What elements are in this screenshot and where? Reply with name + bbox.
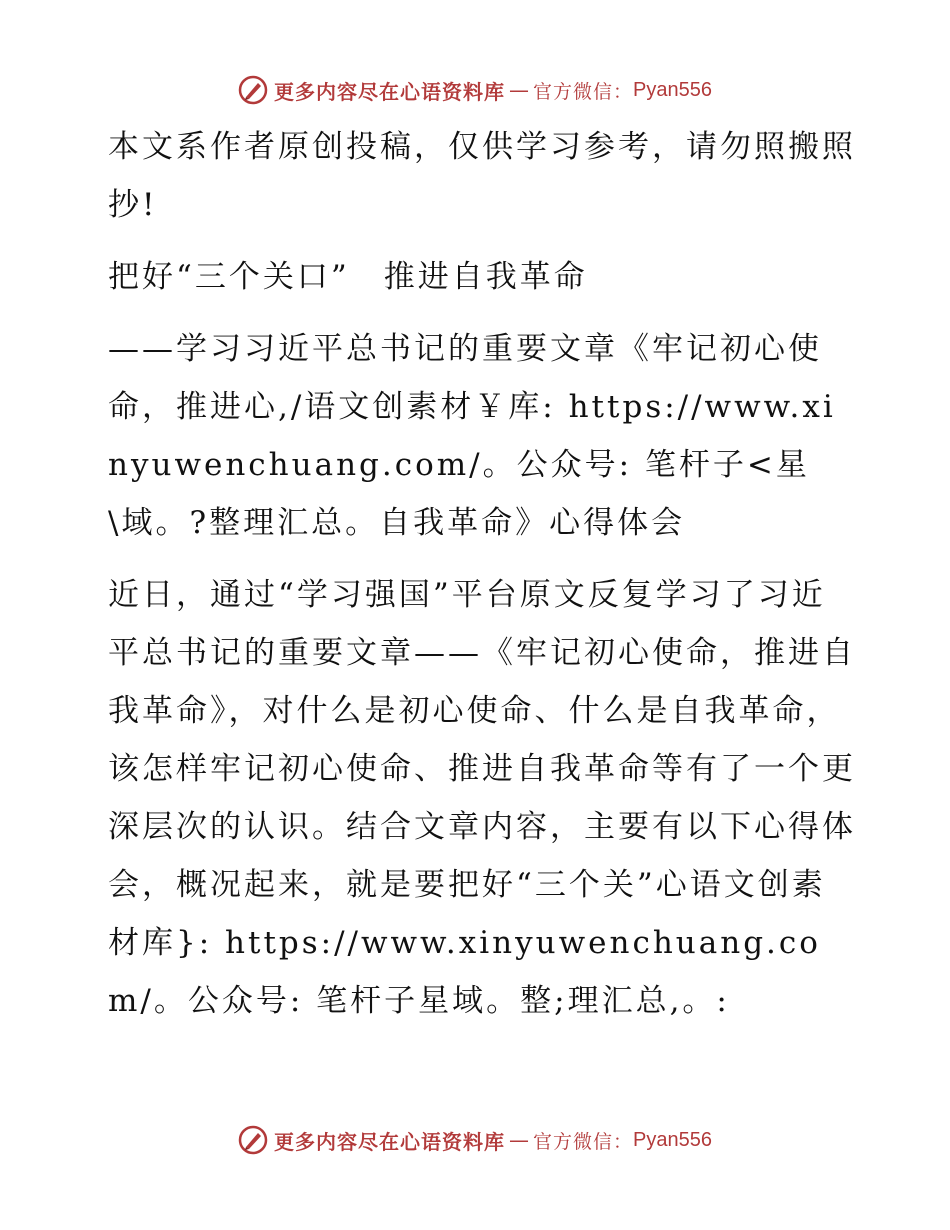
paragraph-1: 近日，通过“学习强国”平台原文反复学习了习近平总书记的重要文章——《牢记初心使命，推进自我革命》，对什么是初心使命、什么是自我革命，该怎样牢记初心使命、推进自我革命等有了一个更深层次的认识。结合文章内容，主要有以下心得体会，概况起来，就是要把好“三个关”心语文创素材库}: https://www.xinyuwenchuang.com/。公众号: 笔杆子星域。整;理汇总,。: xyxy=(108,577,856,1019)
pen-logo-icon xyxy=(238,75,268,105)
document-body xyxy=(98,118,858,1030)
header-wechat-label: 官方微信： xyxy=(533,80,634,103)
footer-dash: — xyxy=(509,1128,529,1152)
article-subtitle: ——学习习近平总书记的重要文章《牢记初心使命，推进心,/语文创素材￥库: https://www.xinyuwenchuang.com/。公众号: 笔杆子<星\域。?整理汇总。自我革命》心得体会 xyxy=(108,331,836,541)
footer-banner xyxy=(0,1120,950,1160)
article-title: 把好“三个关口” 推进自我革命 xyxy=(108,259,588,295)
header-slogan: 更多内容尽在心语资料库 xyxy=(274,79,505,104)
footer-wechat-label: 官方微信： xyxy=(533,1130,634,1153)
header-wechat-id: Pyan556 xyxy=(633,78,712,101)
footer-slogan: 更多内容尽在心语资料库 xyxy=(274,1129,505,1154)
footer-wechat-id: Pyan556 xyxy=(633,1128,712,1151)
copyright-notice: 本文系作者原创投稿，仅供学习参考，请勿照搬照抄! xyxy=(108,129,856,223)
header-dash: — xyxy=(509,78,529,102)
header-banner xyxy=(0,70,950,110)
pen-logo-icon xyxy=(238,1125,268,1155)
